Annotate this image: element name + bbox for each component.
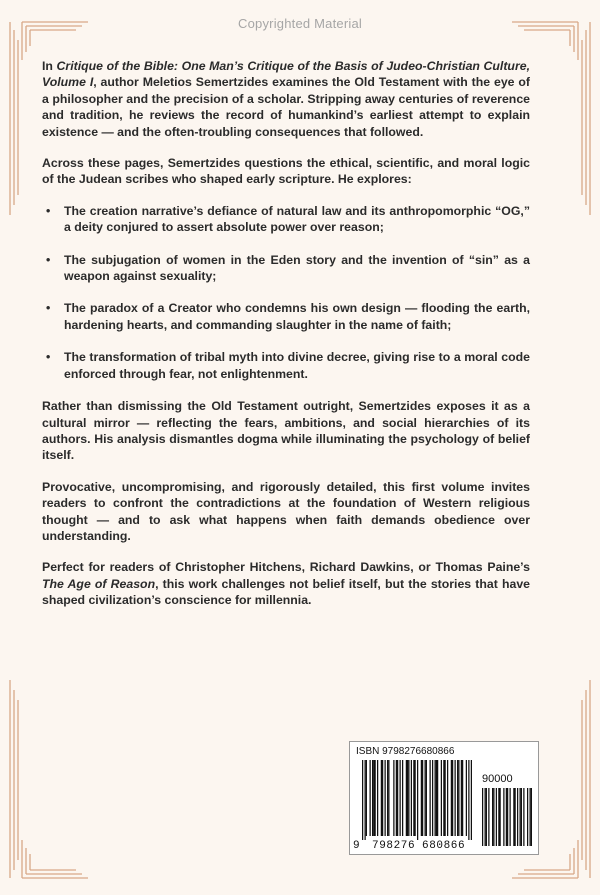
isbn-label: ISBN 9798276680866 <box>356 746 455 757</box>
barcode-bar <box>396 760 397 836</box>
referenced-book-title: The Age of Reason <box>42 576 156 591</box>
list-item: • The transformation of tribal myth into divine decree, giving rise to a moral code enforced through fear, not enlightenment. <box>42 349 530 382</box>
barcode-bar <box>415 760 416 836</box>
addon-bar <box>507 788 508 846</box>
addon-bar <box>500 788 501 846</box>
copyright-watermark: Copyrighted Material <box>238 16 362 31</box>
barcode-bar <box>421 760 422 836</box>
addon-bar <box>482 788 483 846</box>
barcode-bar <box>432 760 433 836</box>
list-item: • The creation narrative’s defiance of natural law and its anthropomorphic “OG,” a deity conjured to assert absolute power over reason; <box>42 203 530 236</box>
addon-bar <box>520 788 521 846</box>
barcode-bar <box>462 760 463 836</box>
back-cover-description <box>42 58 530 624</box>
addon-bar <box>530 788 531 846</box>
barcode-bar <box>471 760 472 840</box>
barcode-bar <box>468 760 469 840</box>
barcode-bar <box>381 760 382 836</box>
barcode-bar <box>400 760 401 836</box>
barcode-bar <box>397 760 398 836</box>
barcode-bar <box>452 760 453 836</box>
barcode-bar <box>407 760 408 836</box>
barcode-bar <box>435 760 436 836</box>
barcode-bar <box>443 760 444 836</box>
addon-bar <box>485 788 486 846</box>
barcode-bar <box>458 760 459 836</box>
barcode-digit-first: 9 <box>353 840 361 852</box>
price-code: 90000 <box>482 773 513 785</box>
barcode-bar <box>375 760 376 836</box>
barcode-bar <box>417 760 418 840</box>
barcode-bar <box>436 760 437 836</box>
addon-bar <box>521 788 522 846</box>
barcode-bar <box>393 760 394 836</box>
barcode-bar <box>437 760 438 836</box>
barcode-bar <box>388 760 389 836</box>
barcode-bar <box>426 760 427 836</box>
list-item: • The subjugation of women in the Eden story and the invention of “sin” as a weapon against sexuality; <box>42 252 530 285</box>
addon-bar <box>492 788 493 846</box>
addon-bar <box>506 788 507 846</box>
barcode-bar <box>441 760 442 836</box>
barcode-bar <box>466 760 467 836</box>
addon-bar <box>493 788 494 846</box>
barcode-bar <box>372 760 373 836</box>
barcode-bar <box>425 760 426 836</box>
barcode-bar <box>430 760 431 836</box>
addon-bar <box>513 788 514 846</box>
barcode-bars <box>350 742 538 854</box>
barcode-bar <box>422 760 423 836</box>
barcode-bar <box>365 760 366 840</box>
book-title: Critique of the Bible: One Man’s Critique of the Basis of Judeo-Christian Culture, Volume I <box>42 59 530 90</box>
barcode-bar <box>387 760 388 836</box>
list-item: • The paradox of a Creator who condemns his own design — flooding the earth, hardening hearts, and commanding slaughter in the name of faith; <box>42 300 530 333</box>
addon-bar <box>510 788 511 846</box>
barcode-bar <box>402 760 403 836</box>
barcode-bar <box>455 760 456 836</box>
intro-text: , author Meletios Semertzides examines the Old Testament with the eye of a philosopher and the precision of a scholar. Stripping away centuries of reverence and tradition, he reviews the record of humankind’s earliest attempt to explain existence — and the often-troubling consequences that followed. <box>42 75 531 139</box>
addon-bar <box>531 788 532 846</box>
barcode-digit-group-2: 680866 <box>422 840 466 852</box>
barcode-bar <box>447 760 448 836</box>
barcode-bar <box>411 760 412 836</box>
barcode-bar <box>406 760 407 836</box>
perfect-prefix: Perfect for readers of Christopher Hitchens, Richard Dawkins, or Thomas Paine’s <box>42 560 530 575</box>
isbn-barcode <box>349 741 539 855</box>
barcode-bar <box>457 760 458 836</box>
barcode-digit-group-1: 798276 <box>372 840 416 852</box>
frame-corner-bottom-left <box>10 680 88 878</box>
barcode-bar <box>382 760 383 836</box>
barcode-bar <box>362 760 363 840</box>
addon-bar <box>486 788 487 846</box>
barcode-bar <box>451 760 452 836</box>
explores-paragraph: Across these pages, Semertzides questions the ethical, scientific, and moral logic of the Judean scribes who shaped early scripture. He explores: <box>42 156 530 187</box>
barcode-bar <box>370 760 371 836</box>
barcode-bar <box>377 760 378 836</box>
provocative-paragraph: Provocative, uncompromising, and rigorously detailed, this first volume invites readers to confront the contradictions at the foundation of Western religious thought — and to ask what happens when faith demands obedience over understanding. <box>42 479 530 543</box>
perfect-suffix: , this work challenges not belief itself, but the stories that have shaped civilization’s conscience for millennia. <box>42 576 530 608</box>
addon-bar <box>496 788 497 846</box>
intro-paragraph <box>42 58 530 140</box>
addon-bar <box>488 788 489 846</box>
barcode-bar <box>366 760 367 836</box>
mirror-paragraph: Rather than dismissing the Old Testament outright, Semertzides exposes it as a cultural mirror — reflecting the fears, ambitions, and social hierarchies of its authors. His analysis dismantles dogma while illuminating the psychology of belief itself. <box>42 399 530 463</box>
barcode-bar <box>385 760 386 836</box>
barcode-bar <box>461 760 462 836</box>
barcode-bar <box>413 760 414 836</box>
addon-bar <box>517 788 518 846</box>
addon-bar <box>515 788 516 846</box>
addon-bar <box>523 788 524 846</box>
barcode-bar <box>408 760 409 836</box>
themes-list <box>42 203 530 382</box>
addon-bar <box>503 788 504 846</box>
intro-prefix: In <box>42 59 57 73</box>
barcode-bar <box>373 760 374 836</box>
perfect-for-paragraph <box>42 559 530 608</box>
addon-bar <box>527 788 528 846</box>
addon-bar <box>498 788 499 846</box>
barcode-bar <box>445 760 446 836</box>
